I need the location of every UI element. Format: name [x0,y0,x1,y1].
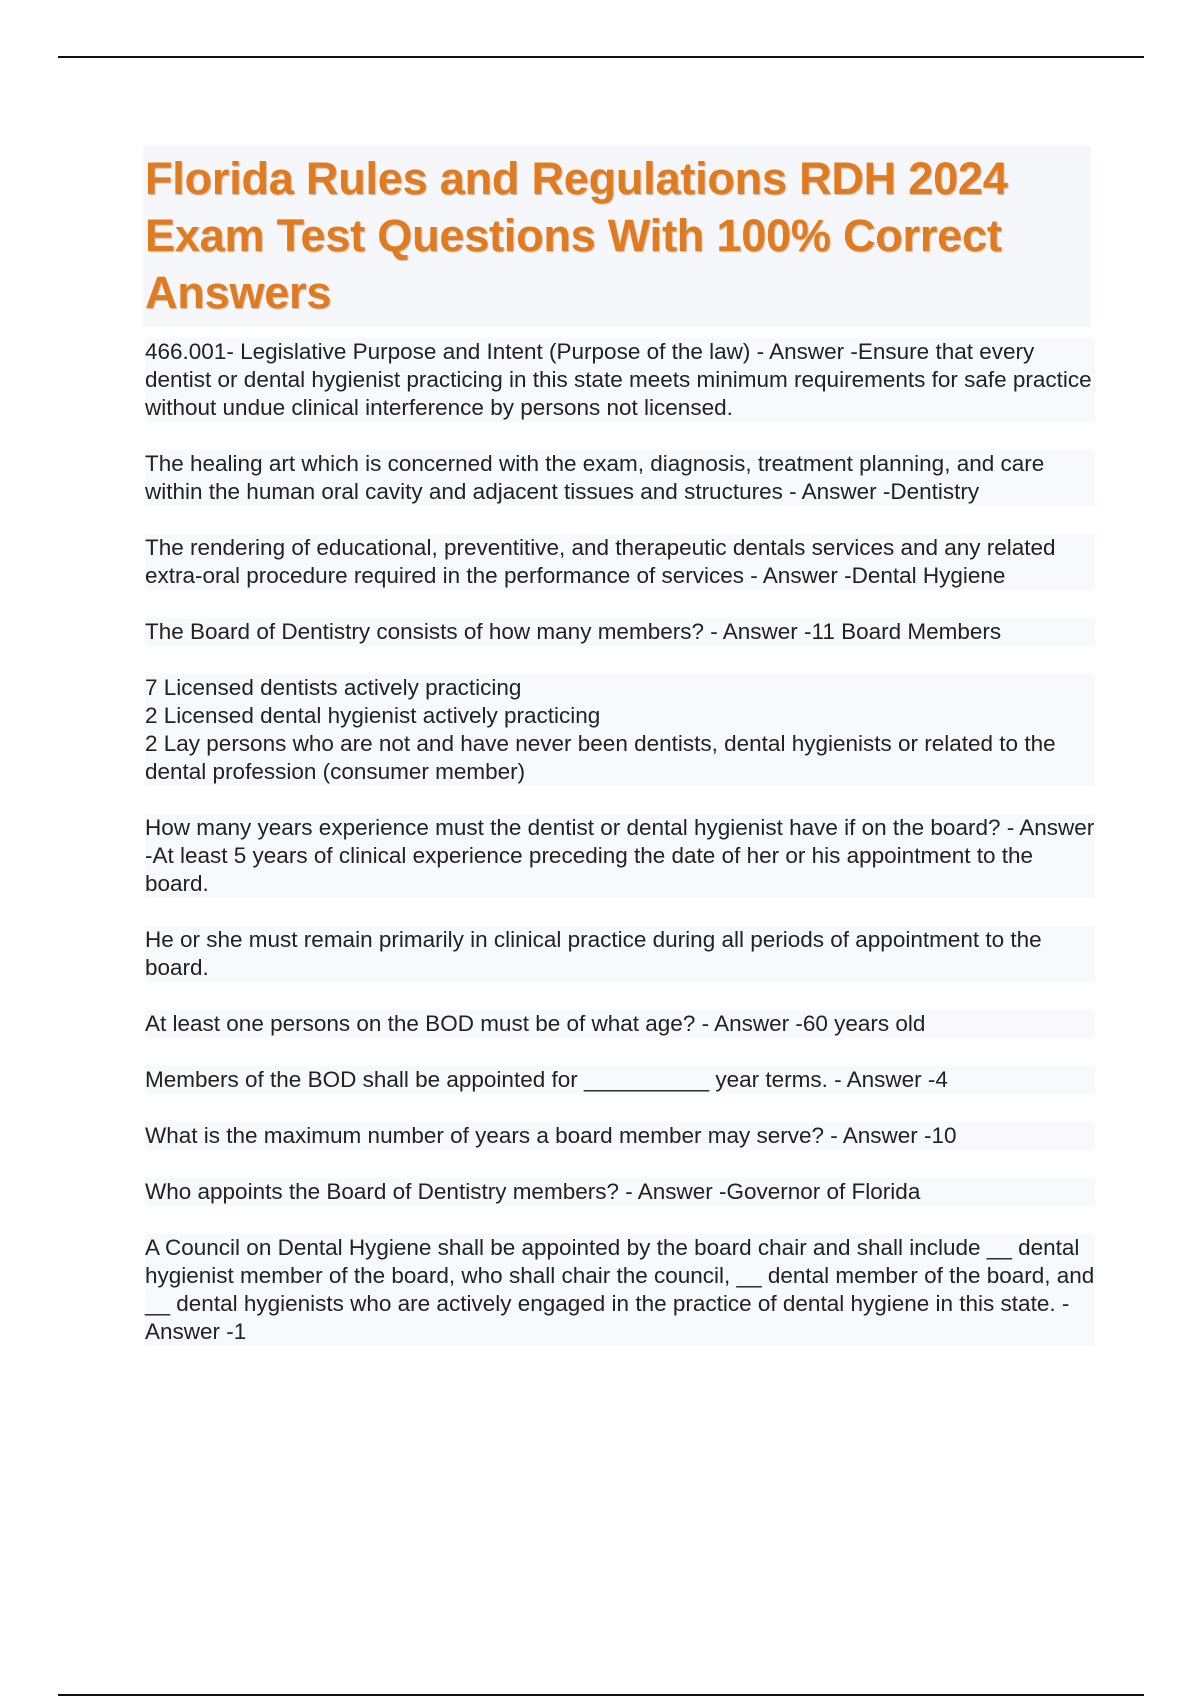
paragraph-years-experience: How many years experience must the dentist or dental hygienist have if on the board? - Answer -At least 5 years of clinical experience preceding the date of her or his appointment to the board. [145,815,1095,896]
top-rule [58,56,1144,58]
document-body [145,338,1095,1374]
paragraph-dentistry-definition: The healing art which is concerned with the exam, diagnosis, treatment planning, and care within the human oral cavity and adjacent tissues and structures - Answer -Dentistry [145,450,1095,506]
document-title: Florida Rules and Regulations RDH 2024 Exam Test Questions With 100% Correct Answers [145,153,1008,318]
paragraph-council-dental-hygiene: A Council on Dental Hygiene shall be appointed by the board chair and shall include __ dental hygienist member of the board, who shall chair the council, __ dental member of the board, and __ dental hygienists who are actively engaged in the practice of dental hygiene in this state. - Answer -1 [145,1235,1095,1344]
paragraph-max-years: What is the maximum number of years a board member may serve? - Answer -10 [145,1122,1095,1150]
paragraph-term-length: Members of the BOD shall be appointed for __________ year terms. - Answer -4 [145,1066,1095,1094]
paragraph-board-members: The Board of Dentistry consists of how many members? - Answer -11 Board Members [145,618,1095,646]
title-block [143,146,1091,327]
paragraph-member-age: At least one persons on the BOD must be of what age? - Answer -60 years old [145,1010,1095,1038]
bottom-rule [58,1694,1144,1696]
paragraph-appointing-authority: Who appoints the Board of Dentistry members? - Answer -Governor of Florida [145,1178,1095,1206]
paragraph-legislative-purpose: 466.001- Legislative Purpose and Intent (Purpose of the law) - Answer -Ensure that every dentist or dental hygienist practicing in this state meets minimum requirements for safe practice without undue clinical interference by persons not licensed. [145,338,1095,422]
paragraph-board-composition: 7 Licensed dentists actively practicing 2 Licensed dental hygienist actively practicing 2 Lay persons who are not and have never been dentists, dental hygienists or related to the dental profession (consumer member) [145,674,1095,786]
paragraph-clinical-practice: He or she must remain primarily in clinical practice during all periods of appointment to the board. [145,926,1095,982]
paragraph-dental-hygiene-definition: The rendering of educational, preventitive, and therapeutic dentals services and any related extra-oral procedure required in the performance of services - Answer -Dental Hygiene [145,534,1095,590]
